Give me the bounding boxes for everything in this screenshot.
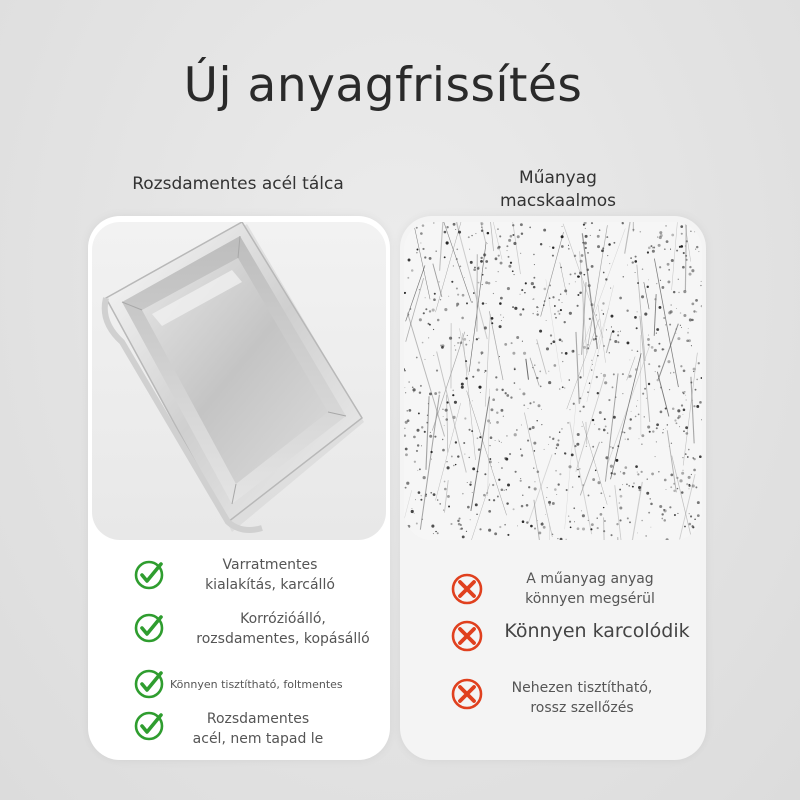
- stainless-tray-image: [92, 222, 386, 540]
- feature-line1: Varratmentes: [222, 557, 318, 573]
- feature-line1: Könnyen tisztítható, foltmentes: [170, 678, 343, 691]
- plastic-heading-line2: macskaalmos: [499, 191, 617, 211]
- check-icon: [132, 611, 166, 645]
- plastic-column-heading: [410, 167, 706, 213]
- cross-icon: [450, 619, 484, 653]
- check-icon: [132, 667, 166, 701]
- feature-line2: acél, nem tapad le: [192, 731, 324, 747]
- feature-line2: rozsdamentes, kopásálló: [196, 631, 370, 647]
- scratched-plastic-image: [404, 222, 702, 540]
- feature-line1: A műanyag anyag: [526, 571, 654, 587]
- scratched-plastic-texture: [404, 222, 702, 540]
- feature-line1: Rozsdamentes: [206, 711, 310, 727]
- feature-line1: Nehezen tisztítható,: [511, 680, 653, 696]
- feature-line2: rossz szellőzés: [530, 700, 634, 716]
- stainless-column-heading: Rozsdamentes acél tálca: [132, 174, 344, 194]
- page-title: Új anyagfrissítés: [183, 58, 583, 113]
- stainless-tray-illustration: [92, 222, 386, 540]
- feature-line2: könnyen megsérül: [525, 591, 655, 607]
- cross-icon: [450, 572, 484, 606]
- feature-line1: Könnyen karcolódik: [504, 620, 690, 642]
- check-icon: [132, 558, 166, 592]
- plastic-heading-line1: Műanyag: [519, 168, 597, 188]
- feature-line1: Korrózióálló,: [240, 611, 326, 627]
- cross-icon: [450, 677, 484, 711]
- feature-line2: kialakítás, karcálló: [205, 577, 335, 593]
